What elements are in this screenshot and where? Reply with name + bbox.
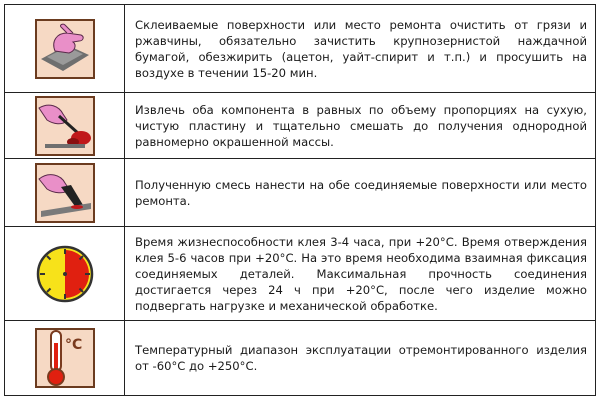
clock-icon [36,245,94,303]
icon-cell [5,159,125,226]
thermo-label: °С [64,337,82,353]
instruction-table [4,4,596,396]
step-text: Время жизнеспособности клея 3-4 часа, при +20°С. Время отверждения клея 5-6 часов при +20°С. На это время необходима взаимная фиксация соединяемых деталей. Максимальная прочность соединения достигается через 24 ч при +20°С, после чего изделие можно подвергать нагрузке и механической обработке. [135,234,587,313]
step-text: Температурный диапазон эксплуатации отремонтированного изделия от -60°С до +250°С. [135,343,587,373]
step-row-curing-time [5,227,595,321]
icon-cell [5,5,125,92]
step-text: Полученную смесь нанести на обе соединяемые поверхности или место ремонта. [135,177,587,208]
step-row-applying [5,159,595,227]
step-text: Склеиваемые поверхности или место ремонта очистить от грязи и ржавчины, обязательно зачистить крупнозернистой наждачной бумагой, обезжирить (ацетон, уайт-спирит и т.п.) и просушить на воздухе в течении 15-20 мин. [135,17,587,80]
icon-cell [5,321,125,395]
applying-hand-icon [35,163,95,223]
step-text: Извлечь оба компонента в равных по объему пропорциях на сухую, чистую пластину и тщательно смешать до получения однородной равномерно окрашенной массы. [135,102,587,149]
step-row-mixing [5,93,595,159]
step-row-cleaning [5,5,595,93]
sanding-hand-icon [35,19,95,79]
icon-cell [5,93,125,158]
mixing-hand-icon [35,96,95,156]
thermometer-icon [35,328,95,388]
icon-cell [5,227,125,320]
step-row-temperature [5,321,595,395]
